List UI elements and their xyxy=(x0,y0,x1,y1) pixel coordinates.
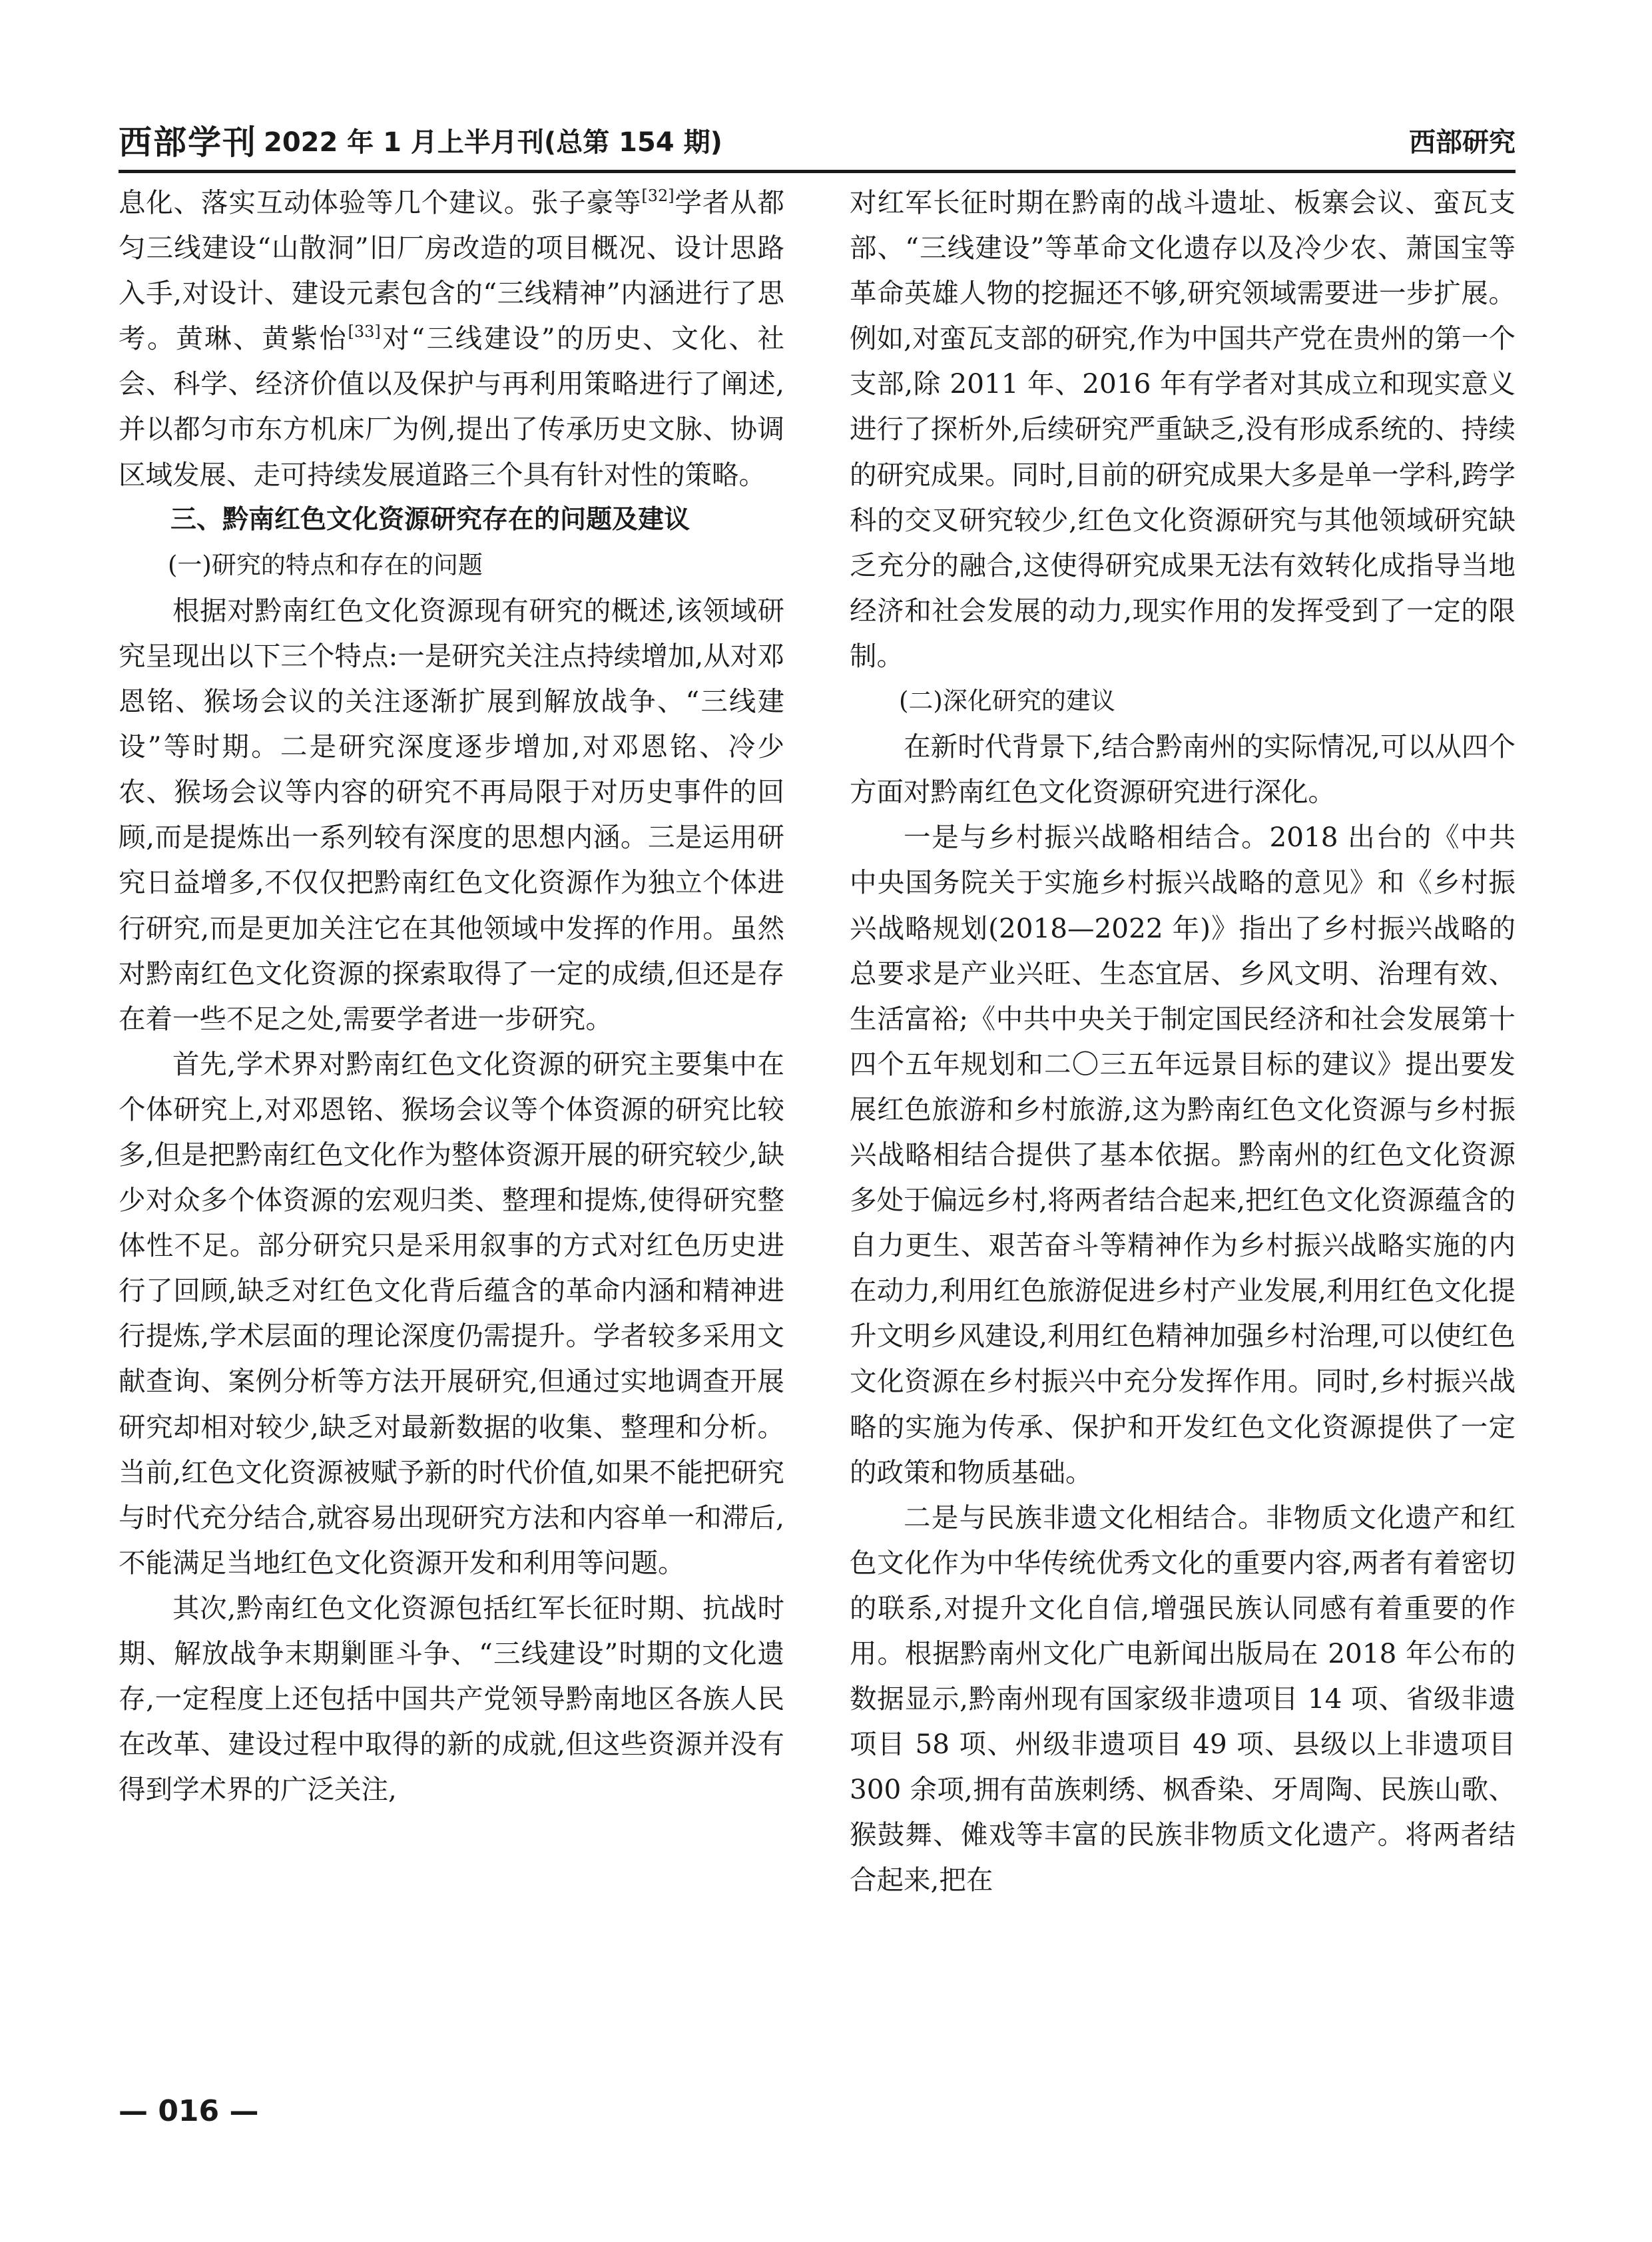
section-name: 西部研究 xyxy=(1409,127,1515,158)
section-heading: 三、黔南红色文化资源研究存在的问题及建议 xyxy=(170,504,690,535)
paragraph: 根据对黔南红色文化资源现有研究的概述,该领域研究呈现出以下三个特点:一是研究关注点持续增加,从对邓恩铭、猴场会议的关注逐渐扩展到解放战争、“三线建设”等时期。二是研究深度逐步增加,对邓恩铭、冷少农、猴场会议等内容的研究不再局限于对历史事件的回顾,而是提炼出一系列较有深度的思想内涵。三是运用研究日益增多,不仅仅把黔南红色文化资源作为独立个体进行研究,而是更加关注它在其他领域中发挥的作用。虽然对黔南红色文化资源的探索取得了一定的成绩,但还是存在着一些不足之处,需要学者进一步研究。 xyxy=(119,594,784,1035)
paragraph: 其次,黔南红色文化资源包括红军长征时期、抗战时期、解放战争末期剿匪斗争、“三线建设”时期的文化遗存,一定程度上还包括中国共产党领导黔南地区各族人民在改革、建设过程中取得的新的成就,但这些资源并没有得到学术界的广泛关注, xyxy=(119,1591,784,1806)
page-number: — 016 — xyxy=(119,2094,259,2128)
paragraph: 二是与民族非遗文化相结合。非物质文化遗产和红色文化作为中华传统优秀文化的重要内容,两者有着密切的联系,对提升文化自信,增强民族认同感有着重要的作用。根据黔南州文化广电新闻出版局在 2018 年公布的数据显示,黔南州现有国家级非遗项目 14 项、省级非遗项目 58 项、州级非遗项目 49 项、县级以上非遗项目 300 余项,拥有苗族刺绣、枫香染、牙周陶、民族山歌、猴鼓舞、傩戏等丰富的民族非物质文化遗产。将两者结合起来,把在 xyxy=(850,1501,1515,1896)
paragraph: 一是与乡村振兴战略相结合。2018 出台的《中共中央国务院关于实施乡村振兴战略的意见》和《乡村振兴战略规划(2018—2022 年)》指出了乡村振兴战略的总要求是产业兴旺、生态宜居、乡风文明、治理有效、生活富裕;《中共中央关于制定国民经济和社会发展第十四个五年规划和二〇三五年远景目标的建议》提出要发展红色旅游和乡村旅游,这为黔南红色文化资源与乡村振兴战略相结合提供了基本依据。黔南州的红色文化资源多处于偏远乡村,将两者结合起来,把红色文化资源蕴含的自力更生、艰苦奋斗等精神作为乡村振兴战略实施的内在动力,利用红色旅游促进乡村产业发展,利用红色文化提升文明乡风建设,利用红色精神加强乡村治理,可以使红色文化资源在乡村振兴中充分发挥作用。同时,乡村振兴战略的实施为传承、保护和开发红色文化资源提供了一定的政策和物质基础。 xyxy=(850,821,1515,1488)
paragraph-text: 对“三线建设”的历史、文化、社会、科学、经济价值以及保护与再利用策略进行了阐述,并以都匀市东方机床厂为例,提出了传承历史文脉、协调区域发展、走可持续发展道路三个具有针对性的策略。 xyxy=(119,322,784,491)
paragraph: 对红军长征时期在黔南的战斗遗址、板寨会议、蛮瓦支部、“三线建设”等革命文化遗存以及冷少农、萧国宝等革命英雄人物的挖掘还不够,研究领域需要进一步扩展。例如,对蛮瓦支部的研究,作为中国共产党在贵州的第一个支部,除 2011 年、2016 年有学者对其成立和现实意义进行了探析外,后续研究严重缺乏,没有形成系统的、持续的研究成果。同时,目前的研究成果大多是单一学科,跨学科的交叉研究较少,红色文化资源研究与其他领域研究缺乏充分的融合,这使得研究成果无法有效转化成指导当地经济和社会发展的动力,现实作用的发挥受到了一定的限制。 xyxy=(850,186,1515,672)
subsection-heading: (一)研究的特点和存在的问题 xyxy=(168,550,483,579)
citation-33: [33] xyxy=(348,322,381,342)
paragraph-text: 学者从都匀三线建设“山散洞”旧厂房改造的项目概况、设计思路入手,对设计、建设元素包含的“三线精神”内涵进行了思考。黄琳、黄紫怡 xyxy=(119,186,785,355)
running-header xyxy=(119,112,1515,166)
header-rule xyxy=(119,170,1515,173)
citation-32: [32] xyxy=(641,186,675,205)
paragraph-text: 息化、落实互动体验等几个建议。张子豪等 xyxy=(119,186,642,218)
right-column xyxy=(850,180,1515,1903)
paragraph: 首先,学术界对黔南红色文化资源的研究主要集中在个体研究上,对邓恩铭、猴场会议等个体资源的研究比较多,但是把黔南红色文化作为整体资源开展的研究较少,缺少对众多个体资源的宏观归类、整理和提炼,使得研究整体性不足。部分研究只是采用叙事的方式对红色历史进行了回顾,缺乏对红色文化背后蕴含的革命内涵和精神进行提炼,学术层面的理论深度仍需提升。学者较多采用文献查询、案例分析等方法开展研究,但通过实地调查开展研究却相对较少,缺乏对最新数据的收集、整理和分析。当前,红色文化资源被赋予新的时代价值,如果不能把研究与时代充分结合,就容易出现研究方法和内容单一和滞后,不能满足当地红色文化资源开发和利用等问题。 xyxy=(119,1047,784,1579)
journal-name: 西部学刊 xyxy=(119,123,257,162)
subsection-heading: (二)深化研究的建议 xyxy=(899,687,1115,716)
paragraph xyxy=(119,180,784,497)
issue-info: 2022 年 1 月上半月刊(总第 154 期) xyxy=(264,127,722,158)
paragraph: 在新时代背景下,结合黔南州的实际情况,可以从四个方面对黔南红色文化资源研究进行深化。 xyxy=(850,730,1515,808)
left-column xyxy=(119,180,784,1812)
